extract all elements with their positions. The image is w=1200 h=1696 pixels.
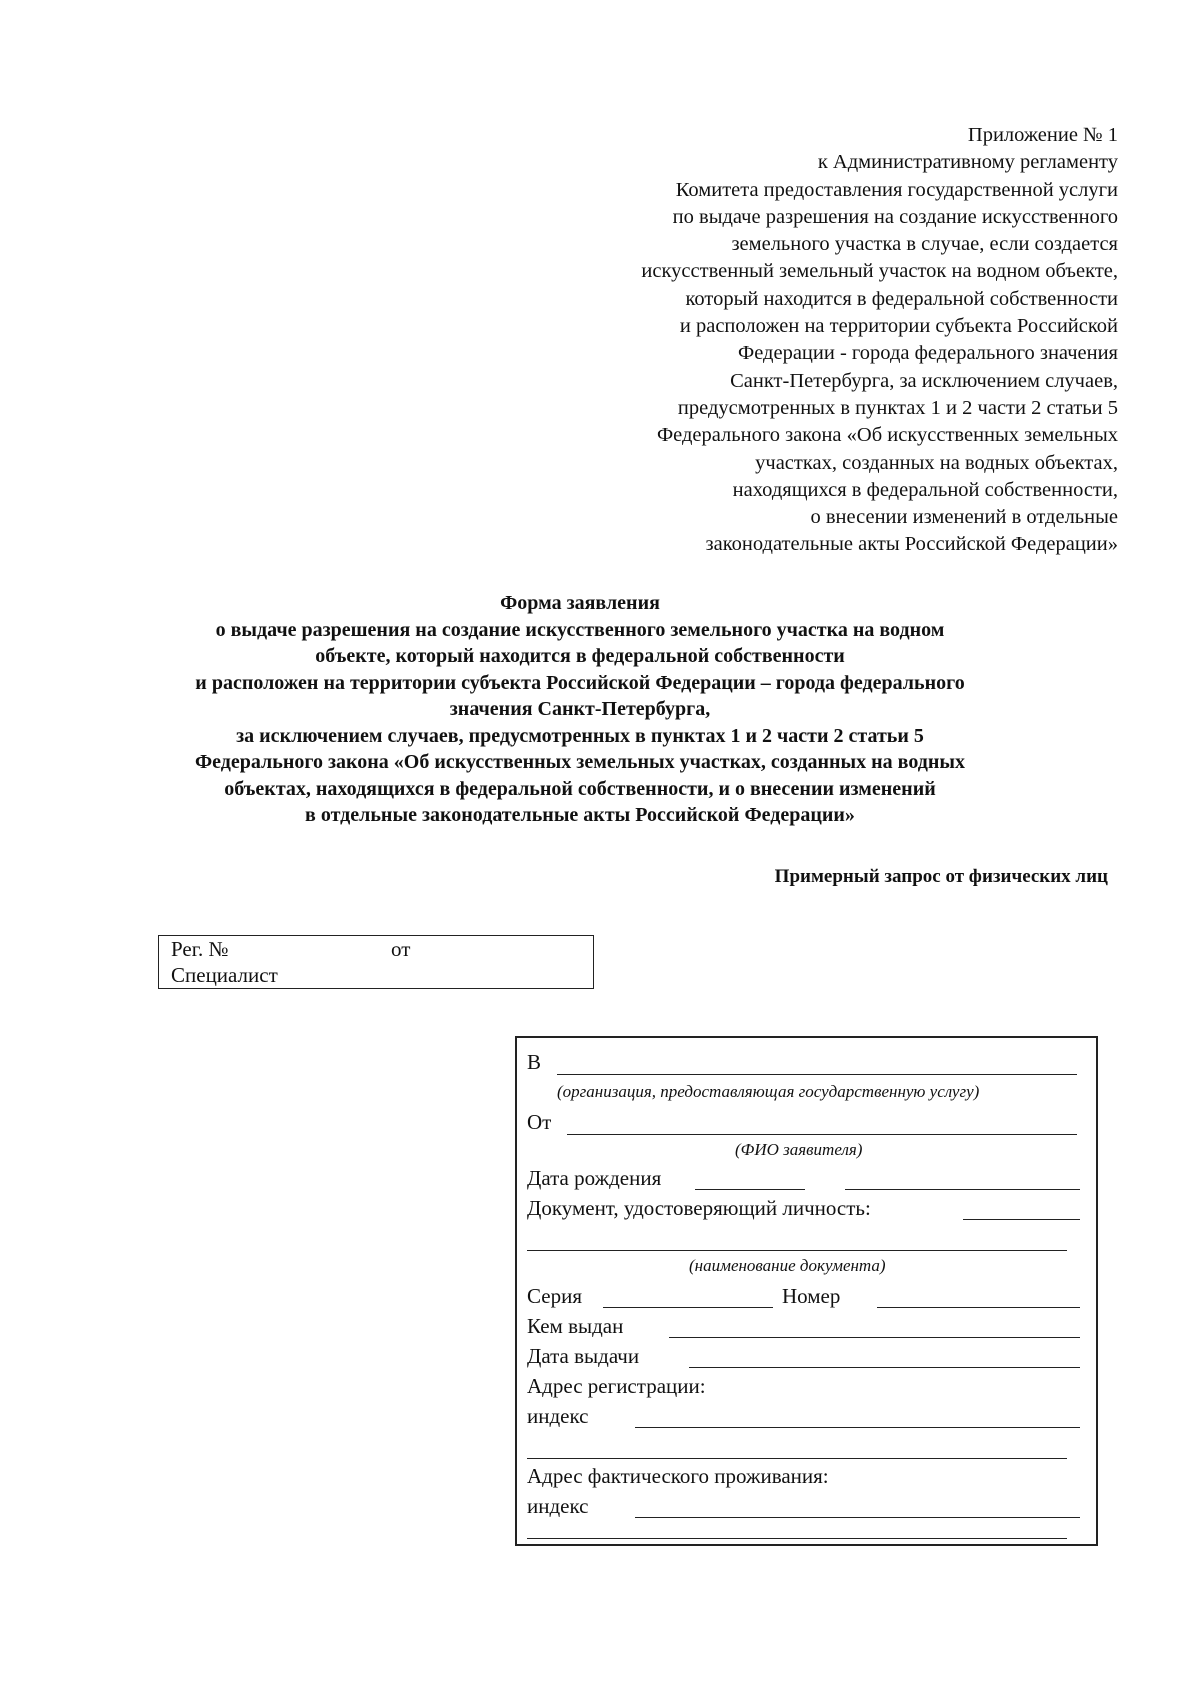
specialist-label: Специалист — [171, 963, 278, 987]
appendix-line: искусственный земельный участок на водном объекте, — [641, 260, 1118, 283]
form-title-line: Федерального закона «Об искусственных земельных участках, созданных на водных — [194, 751, 966, 773]
series-label: Серия — [527, 1284, 582, 1308]
birth-date-label: Дата рождения — [527, 1166, 662, 1190]
actual-address-label: Адрес фактического проживания: — [527, 1464, 829, 1488]
form-subtitle: Примерный запрос от физических лиц — [774, 866, 1108, 887]
appendix-line: законодательные акты Российской Федерации» — [705, 533, 1118, 556]
id-doc-field[interactable] — [963, 1219, 1080, 1220]
actual-address-field[interactable] — [527, 1538, 1067, 1539]
reg-address-field[interactable] — [527, 1458, 1067, 1459]
to-label: В — [527, 1050, 542, 1074]
reg-address-label: Адрес регистрации: — [527, 1374, 706, 1398]
form-title-line: объектах, находящихся в федеральной собственности, и о внесении изменений — [224, 777, 936, 800]
form-title-line: за исключением случаев, предусмотренных в пунктах 1 и 2 части 2 статьи 5 — [236, 724, 924, 747]
reg-number-label: Рег. № — [171, 937, 229, 961]
issued-by-label: Кем выдан — [527, 1314, 624, 1338]
appendix-line: предусмотренных в пунктах 1 и 2 части 2 статьи 5 — [677, 396, 1118, 419]
issue-date-label: Дата выдачи — [527, 1344, 640, 1368]
form-title-line: о выдаче разрешения на создание искусственного земельного участка на водном — [215, 618, 945, 641]
application-form — [515, 1036, 1098, 1546]
birth-place-field[interactable] — [845, 1189, 1080, 1190]
form-title-line: объекте, который находится в федеральной собственности — [315, 645, 845, 667]
from-field[interactable] — [567, 1134, 1077, 1135]
issue-date-field[interactable] — [689, 1367, 1080, 1368]
appendix-line: и расположен на территории субъекта Российской — [679, 315, 1118, 338]
reg-index-field[interactable] — [635, 1427, 1080, 1428]
issued-by-field[interactable] — [669, 1337, 1080, 1338]
actual-index-field[interactable] — [635, 1517, 1080, 1518]
appendix-line: Федерального закона «Об искусственных земельных — [656, 424, 1118, 447]
appendix-line: к Административному регламенту — [817, 151, 1118, 174]
form-title-line: и расположен на территории субъекта Российской Федерации – города федерального — [195, 671, 965, 694]
reg-index-label: индекс — [527, 1404, 589, 1428]
appendix-line: земельного участка в случае, если создается — [731, 233, 1118, 256]
to-hint: (организация, предоставляющая государственную услугу) — [557, 1082, 980, 1101]
reg-date-label: от — [391, 937, 411, 961]
form-title-line: в отдельные законодательные акты Российской Федерации» — [305, 804, 855, 826]
form-title-line: Форма заявления — [500, 592, 660, 614]
appendix-line: Комитета предоставления государственной услуги — [675, 178, 1118, 201]
series-field[interactable] — [603, 1307, 773, 1308]
form-title-line: значения Санкт-Петербурга, — [449, 698, 711, 720]
form-title — [140, 590, 1020, 829]
appendix-line: Приложение № 1 — [967, 124, 1118, 146]
registration-box — [158, 935, 594, 989]
from-hint: (ФИО заявителя) — [735, 1140, 863, 1159]
from-label: От — [527, 1110, 552, 1134]
appendix-line: о внесении изменений в отдельные — [810, 506, 1118, 529]
appendix-line: Федерации - города федерального значения — [738, 342, 1118, 365]
doc-name-hint: (наименование документа) — [689, 1256, 886, 1275]
appendix-line: участках, созданных на водных объектах, — [755, 451, 1118, 474]
appendix-line: по выдаче разрешения на создание искусственного — [672, 205, 1118, 228]
number-label: Номер — [782, 1284, 841, 1308]
number-field[interactable] — [877, 1307, 1080, 1308]
id-doc-field-line2[interactable] — [527, 1250, 1067, 1251]
appendix-line: который находится в федеральной собственности — [685, 287, 1118, 310]
birth-date-field[interactable] — [695, 1189, 805, 1190]
appendix-header — [478, 122, 1118, 559]
to-field[interactable] — [557, 1074, 1077, 1075]
appendix-line: находящихся в федеральной собственности, — [732, 478, 1118, 501]
actual-index-label: индекс — [527, 1494, 589, 1518]
appendix-line: Санкт-Петербурга, за исключением случаев, — [730, 369, 1118, 392]
id-doc-label: Документ, удостоверяющий личность: — [527, 1196, 871, 1220]
